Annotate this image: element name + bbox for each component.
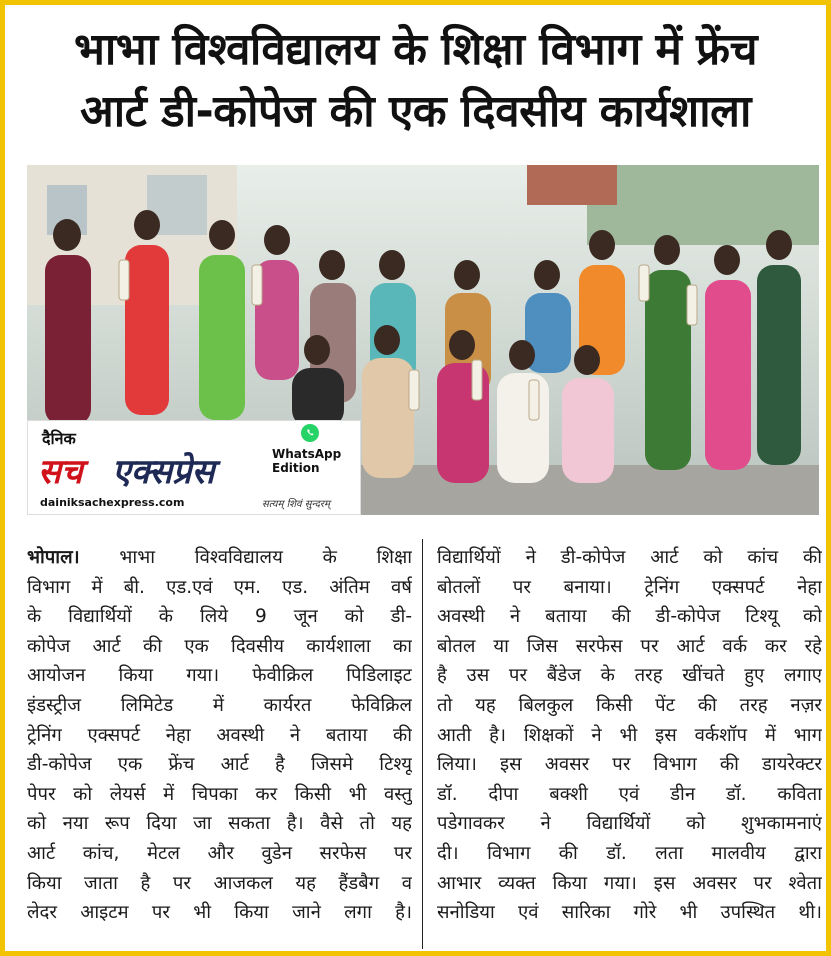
brand-motto: सत्यम् शिवं सुन्दरम् — [262, 499, 330, 510]
article-line: बोतलों पर बनाया। ट्रेनिंग एक्सपर्ट नेहा — [437, 576, 822, 598]
brand-daily-label: दैनिक — [42, 429, 76, 448]
article-line: आर्ट कांच, मेटल और वुडेन सरफेस पर — [27, 842, 412, 864]
article-line: डी-कोपेज एक फ्रेंच आर्ट है जिसमे टिश्यू — [27, 754, 412, 776]
article-line: लेदर आइटम पर भी किया जाने लगा है। — [27, 902, 412, 924]
headline-line-1: भाभा विश्वविद्यालय के शिक्षा विभाग में फ्रेंच — [73, 24, 758, 75]
article-line: डॉ. दीपा बक्शी एवं डीन डॉ. कविता — [437, 783, 822, 805]
article-line: किया जाता है पर आजकल यह हैंडबैग व — [27, 872, 412, 894]
article-dateline: भोपाल। — [27, 547, 80, 568]
column-divider — [422, 539, 423, 949]
article-column-2 — [437, 543, 822, 928]
article-line: तो यह बिलकुल किसी पेंट की तरह नज़र — [437, 694, 822, 716]
article-line: अवस्थी ने बताया की डी-कोपेज टिश्यू को — [437, 606, 822, 628]
article-line: बोतल या जिस सरफेस पर आर्ट वर्क कर रहे — [437, 635, 822, 657]
article-line: विद्यार्थियों ने डी-कोपेज आर्ट को कांच की — [437, 547, 822, 568]
brand-masthead-red: सच — [38, 452, 83, 492]
brand-masthead-dark: एक्सप्रेस — [112, 452, 215, 492]
headline-line-2: आर्ट डी-कोपेज की एक दिवसीय कार्यशाला — [80, 86, 751, 137]
article-line: है उस पर बैंडेज के तरह खींचते हुए लगाए — [437, 665, 822, 687]
article-line: लिया। इस अवसर पर विभाग की डायरेक्टर — [437, 754, 822, 776]
article-line: इंडस्ट्रीज लिमिटेड में कार्यरत फेविक्रिल — [27, 694, 412, 716]
article-line: सनोडिया एवं सारिका गोरे भी उपस्थित थी। — [437, 902, 822, 924]
article-line-text: भाभा विश्वविद्यालय के शिक्षा — [79, 547, 412, 568]
article-line: दी। विभाग की डॉ. लता मालवीय द्वारा — [437, 842, 822, 864]
article-column-1 — [27, 543, 412, 928]
article-line: आती है। शिक्षकों ने भी इस वर्कशॉप में भाग — [437, 724, 822, 746]
brand-website: dainiksachexpress.com — [40, 496, 185, 509]
article-line — [27, 543, 412, 573]
article-line: पेपर को लेयर्स में चिपका कर किसी भी वस्तु — [27, 783, 412, 805]
article-line: आभार व्यक्त किया गया। इस अवसर पर श्वेता — [437, 872, 822, 894]
article-line: के विद्यार्थियों के लिये 9 जून को डी- — [27, 606, 412, 628]
article-line: पडेगावकर ने विद्यार्थियों को शुभकामनाएं — [437, 813, 822, 835]
headline — [15, 19, 816, 143]
brand-edition: WhatsApp Edition — [272, 447, 342, 475]
article-line: आयोजन किया गया। फेवीक्रिल पिडिलाइट — [27, 665, 412, 687]
article-line: विभाग में बी. एड.एवं एम. एड. अंतिम वर्ष — [27, 576, 412, 598]
newspaper-brand-box — [27, 420, 361, 515]
whatsapp-icon — [300, 423, 320, 443]
article-line: को नया रूप दिया जा सकता है। वैसे तो यह — [27, 813, 412, 835]
article-line: ट्रेनिंग एक्सपर्ट नेहा अवस्थी ने बताया की — [27, 724, 412, 746]
article-line: कोपेज आर्ट की एक दिवसीय कार्यशाला का — [27, 635, 412, 657]
